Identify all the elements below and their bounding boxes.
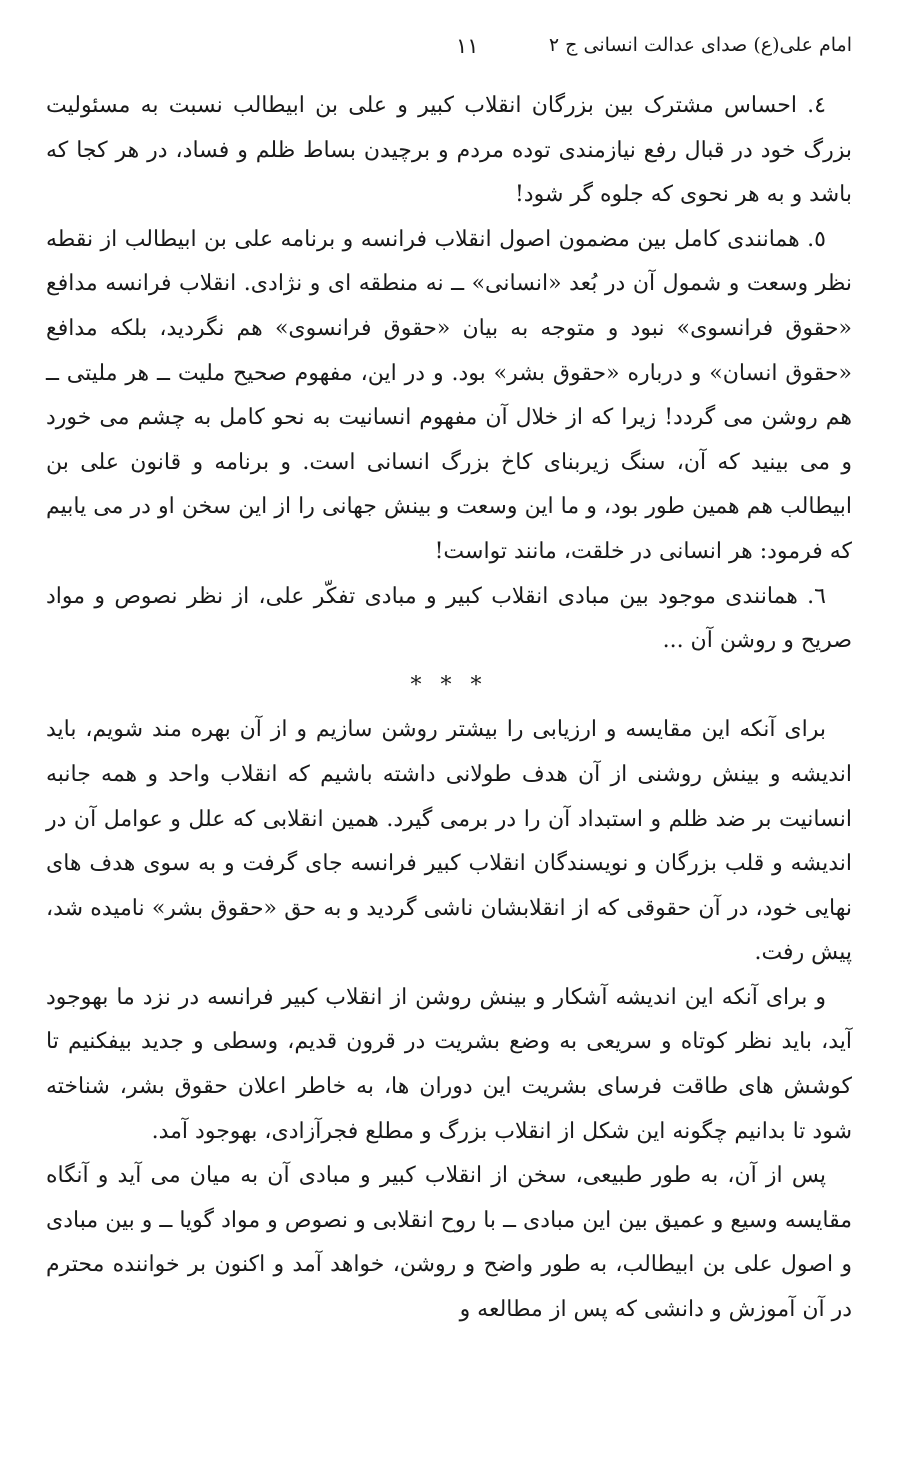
list-item-4: ٤. احساس مشترک بین بزرگان انقلاب کبیر و علی بن ابیطالب نسبت به مسئولیت بزرگ خود در قبال رفع نیازمندی توده مردم و برچیدن بساط ظلم و فساد، در هر کجا که باشد و به هر نحوی که جلوه گر شود! <box>46 93 852 208</box>
running-header <box>46 30 852 64</box>
page-number: ۱۱ <box>456 34 479 58</box>
page-body <box>46 84 852 1333</box>
section-separator: * * * <box>410 672 488 698</box>
header-title: امام علی(ع) صدای عدالت انسانی ج ۲ <box>548 34 852 56</box>
list-item-6: ٦. همانندی موجود بین مبادی انقلاب کبیر و مبادی تفکّر علی، از نظر نصوص و مواد صریح و روشن آن ... <box>46 583 852 654</box>
body-paragraph: پس از آن، به طور طبیعی، سخن از انقلاب کبیر و مبادی آن به میان می آید و آنگاه مقایسه وسیع و عمیق بین این مبادی ــ با روح انقلابی و نصوص و مواد گویا ــ و بین مبادی و اصول علی بن ابیطالب، به طور واضح و روشن، خواهد آمد و اکنون بر خواننده محترم در آن آموزش و دانشی که پس از مطالعه و <box>46 1163 852 1323</box>
list-item-5: ٥. همانندی کامل بین مضمون اصول انقلاب فرانسه و برنامه علی بن ابیطالب از نقطه نظر وسعت و شمول آن در بُعد «انسانی» ــ نه منطقه ای و نژادی. انقلاب فرانسه مدافع «حقوق فرانسوی» نبود و متوجه به بیان «حقوق فرانسوی» هم نگردید، بلکه مدافع «حقوق انسان» و درباره «حقوق بشر» بود. و در این، مفهوم صحیح ملیت ــ هر ملیتی ــ هم روشن می گردد! زیرا که از خلال آن مفهوم انسانیت به نحو کامل به چشم می خورد و می بینید که آن، سنگ زیربنای کاخ بزرگ انسانی است. و برنامه و قانون علی بن ابیطالب هم همین طور بود، و ما این وسعت و بینش جهانی را از این سخن او در می یابیم که فرمود: هر انسانی در خلقت، مانند تواست! <box>46 226 852 564</box>
body-paragraph: و برای آنکه این اندیشه آشکار و بینش روشن از انقلاب کبیر فرانسه در نزد ما بهوجود آید، باید نظر کوتاه و سریعی به وضع بشریت در قرون قدیم، وسطی و جدید بیفکنیم تا کوشش های طاقت فرسای بشریت این دوران ها، به خاطر اعلان حقوق بشر، شناخته شود تا بدانیم چگونه این شکل از انقلاب بزرگ و مطلع فجرآزادی، بهوجود آمد. <box>46 984 852 1144</box>
body-paragraph: برای آنکه این مقایسه و ارزیابی را بیشتر روشن سازیم و از آن بهره مند شویم، باید اندیشه و بینش روشنی از آن هدف طولانی داشته باشیم که انقلاب واحد و همه جانبه انسانیت بر ضد ظلم و استبداد آن را در برمی گیرد. همین انقلابی که علل و عوامل آن در اندیشه و قلب بزرگان و نویسندگان انقلاب کبیر فرانسه جای گرفت و به سوی هدف های نهایی خود، در آن حقوقی که از انقلابشان ناشی گردید و به حق «حقوق بشر» نامیده شد، پیش رفت. <box>46 717 852 966</box>
